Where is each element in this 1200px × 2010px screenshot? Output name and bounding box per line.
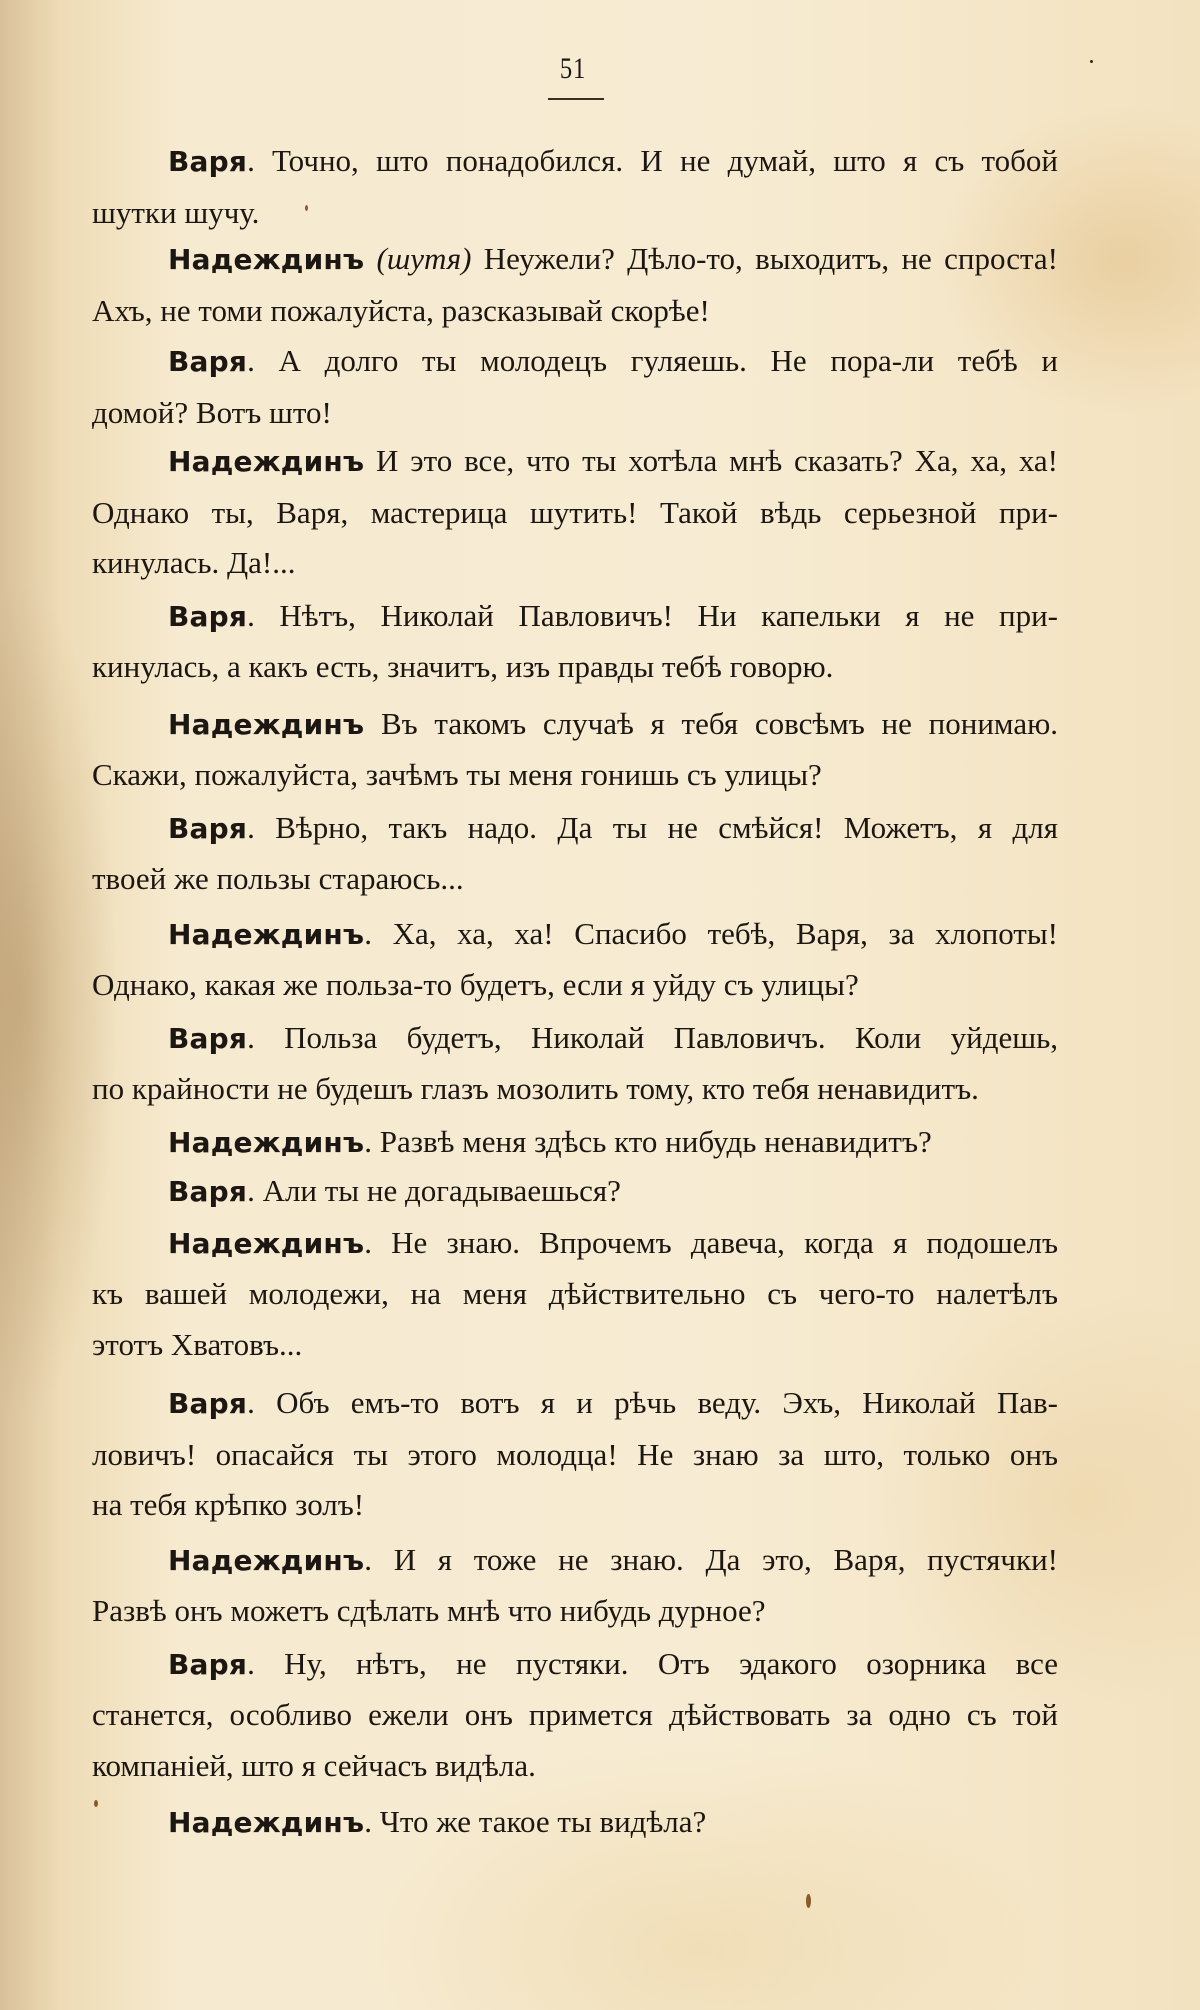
dialogue-text xyxy=(92,136,1058,1849)
text-line xyxy=(92,234,1058,286)
text-line xyxy=(92,1430,1058,1481)
paper-speck xyxy=(94,1800,98,1807)
line-text: Ахъ, не томи пожалуйста, разсказывай скорѣе! xyxy=(92,292,710,328)
line-text: Не знаю. Впрочемъ давеча, когда я подошелъ xyxy=(371,1224,1058,1260)
speaker-name: Надеждинъ xyxy=(168,243,365,276)
dialogue-paragraph xyxy=(92,336,1058,438)
line-text: Въ такомъ случаѣ я тебя совсѣмъ не понимаю. xyxy=(364,705,1058,741)
paper-speck xyxy=(1090,60,1093,63)
paper-speck xyxy=(305,205,308,211)
dialogue-paragraph xyxy=(92,1218,1058,1371)
paper-speck xyxy=(806,1894,811,1908)
line-text: Развѣ онъ можетъ сдѣлать мнѣ что нибудь дурное? xyxy=(92,1593,766,1628)
speaker-punctuation: . xyxy=(364,915,372,951)
speaker-name: Варя xyxy=(168,1647,248,1681)
dialogue-paragraph xyxy=(92,1013,1058,1115)
line-text: кинулась. Да!... xyxy=(92,545,296,580)
dialogue-paragraph xyxy=(92,1797,1058,1849)
text-line xyxy=(92,750,1058,801)
text-line xyxy=(92,388,1058,439)
text-line xyxy=(92,538,1058,589)
dialogue-paragraph xyxy=(92,909,1058,1011)
line-text: домой? Вотъ што! xyxy=(92,394,332,430)
dialogue-paragraph xyxy=(92,591,1058,693)
line-text: И я тоже не знаю. Да это, Варя, пустячки! xyxy=(371,1541,1058,1577)
speaker-punctuation: . xyxy=(247,597,255,633)
text-line xyxy=(92,1535,1058,1587)
text-line xyxy=(92,1797,1058,1849)
text-line xyxy=(92,1690,1058,1741)
text-line xyxy=(92,286,1058,337)
line-text: Однако, какая же польза-то будетъ, если я уйду съ улицы? xyxy=(92,967,859,1002)
text-line xyxy=(92,699,1058,751)
speaker-punctuation: . xyxy=(247,809,255,845)
line-text: компаніей, што я сейчасъ видѣла. xyxy=(92,1747,536,1783)
text-line xyxy=(92,488,1058,539)
dialogue-paragraph xyxy=(92,1166,1058,1218)
speaker-name: Варя xyxy=(168,1021,248,1055)
line-text: кинулась, а какъ есть, значитъ, изъ правды тебѣ говорю. xyxy=(92,649,834,684)
line-text: Развѣ меня здѣсь кто нибудь ненавидитъ? xyxy=(371,1123,932,1159)
dialogue-paragraph xyxy=(92,803,1058,905)
line-text: Что же такое ты видѣла? xyxy=(371,1804,707,1839)
text-line xyxy=(92,1117,1058,1169)
stage-direction: (шутя) xyxy=(364,241,472,276)
text-line xyxy=(92,1064,1058,1115)
line-text: Точно, што понадобился. И не думай, што я съ тобой xyxy=(254,143,1058,178)
dialogue-paragraph xyxy=(92,436,1058,589)
speaker-name: Варя xyxy=(168,1175,248,1208)
line-text: А долго ты молодецъ гуляешь. Не пора-ли тебѣ и xyxy=(254,343,1058,378)
text-line xyxy=(92,803,1058,855)
speaker-punctuation: . xyxy=(364,1804,372,1839)
line-text: твоей же пользы стараюсь... xyxy=(92,861,464,896)
line-text: по крайности не будешъ глазъ мозолить тому, кто тебя ненавидитъ. xyxy=(92,1071,979,1106)
speaker-punctuation: . xyxy=(247,343,255,378)
line-text: Неужели? Дѣло-то, выходитъ, не спроста! xyxy=(471,241,1058,276)
line-text: Ну, нѣтъ, не пустяки. Отъ эдакого озорника все xyxy=(254,1645,1058,1681)
text-line xyxy=(92,136,1058,188)
page-number: 51 xyxy=(559,52,587,85)
text-line xyxy=(92,591,1058,643)
speaker-name: Надеждинъ xyxy=(168,1806,365,1839)
speaker-punctuation: . xyxy=(247,1173,255,1208)
dialogue-paragraph xyxy=(92,1378,1058,1531)
speaker-name: Надеждинъ xyxy=(168,1226,365,1260)
text-line xyxy=(92,436,1058,488)
line-text: Ха, ха, ха! Спасибо тебѣ, Варя, за хлопоты! xyxy=(371,915,1058,951)
text-line xyxy=(92,1320,1058,1371)
speaker-name: Надеждинъ xyxy=(168,707,365,741)
text-line xyxy=(92,1378,1058,1430)
speaker-name: Варя xyxy=(168,1387,248,1420)
speaker-punctuation: . xyxy=(364,1541,372,1577)
text-line xyxy=(92,188,1058,239)
text-line xyxy=(92,960,1058,1011)
speaker-name: Надеждинъ xyxy=(168,917,365,951)
line-text: Однако ты, Варя, мастерица шутить! Такой вѣдь серьезной при- xyxy=(92,494,1058,530)
speaker-name: Надеждинъ xyxy=(168,445,365,478)
dialogue-paragraph xyxy=(92,234,1058,336)
text-line xyxy=(92,1166,1058,1218)
speaker-punctuation: . xyxy=(247,1019,255,1055)
speaker-punctuation: . xyxy=(247,1385,255,1420)
text-line xyxy=(92,854,1058,905)
line-text: Вѣрно, такъ надо. Да ты не смѣйся! Можетъ, я для xyxy=(254,809,1058,845)
text-line xyxy=(92,1480,1058,1531)
line-text: Объ емъ-то вотъ я и рѣчь веду. Эхъ, Николай Пав- xyxy=(254,1385,1058,1420)
line-text: этотъ Хватовъ... xyxy=(92,1326,303,1362)
dialogue-paragraph xyxy=(92,1535,1058,1637)
text-line xyxy=(92,336,1058,388)
text-line xyxy=(92,1639,1058,1691)
text-line xyxy=(92,1013,1058,1065)
speaker-name: Надеждинъ xyxy=(168,1125,365,1159)
text-line xyxy=(92,642,1058,693)
line-text: ловичъ! опасайся ты этого молодца! Не знаю за што, только онъ xyxy=(92,1436,1058,1472)
speaker-punctuation: . xyxy=(247,143,255,178)
speaker-punctuation: . xyxy=(364,1123,372,1159)
line-text: шутки шучу. xyxy=(92,194,260,230)
dialogue-paragraph xyxy=(92,699,1058,801)
line-text: Скажи, пожалуйста, зачѣмъ ты меня гонишь съ улицы? xyxy=(92,757,822,792)
line-text: Польза будетъ, Николай Павловичъ. Коли уйдешь, xyxy=(254,1019,1058,1055)
line-text: на тебя крѣпко золъ! xyxy=(92,1487,365,1522)
line-text: Нѣтъ, Николай Павловичъ! Ни капельки я не при- xyxy=(254,597,1058,633)
speaker-name: Варя xyxy=(168,811,248,845)
text-line xyxy=(92,1269,1058,1320)
text-line xyxy=(92,1218,1058,1270)
line-text: станется, особливо ежели онъ примется дѣйствовать за одно съ той xyxy=(92,1697,1058,1732)
speaker-name: Варя xyxy=(168,145,248,178)
text-line xyxy=(92,909,1058,961)
speaker-name: Надеждинъ xyxy=(168,1543,365,1577)
dialogue-paragraph xyxy=(92,136,1058,238)
text-line xyxy=(92,1586,1058,1637)
dialogue-paragraph xyxy=(92,1639,1058,1792)
line-text: къ вашей молодежи, на меня дѣйствительно съ чего-то налетѣлъ xyxy=(92,1276,1058,1311)
line-text: Али ты не догадываешься? xyxy=(254,1173,621,1208)
dialogue-paragraph xyxy=(92,1117,1058,1169)
speaker-punctuation: . xyxy=(247,1645,255,1681)
speaker-punctuation: . xyxy=(364,1224,372,1260)
speaker-name: Варя xyxy=(168,345,248,378)
speaker-name: Варя xyxy=(168,599,248,633)
text-line xyxy=(92,1741,1058,1792)
line-text: И это все, что ты хотѣла мнѣ сказать? Ха, ха, ха! xyxy=(364,443,1058,478)
page-number-rule xyxy=(548,98,604,100)
